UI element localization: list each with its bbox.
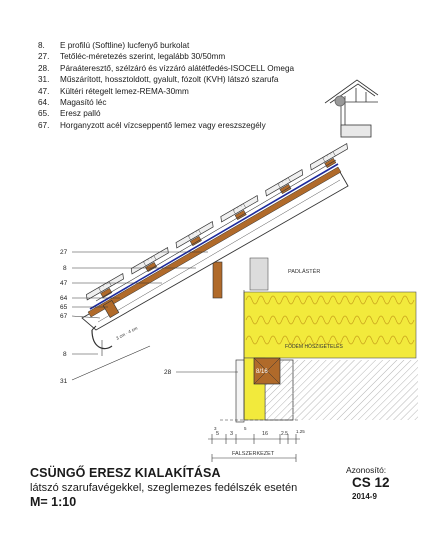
- callout-67: 67: [60, 313, 68, 320]
- legend-number: 47.: [38, 86, 50, 96]
- dim-1-25: 1.25: [296, 429, 305, 434]
- svg-text:3 cm · 4 cm: 3 cm · 4 cm: [115, 325, 139, 341]
- legend-text: Páraáteresztő, szélzáró és vízzáró alátétfedés-ISOCELL Omega: [60, 63, 295, 73]
- legend-number: 8.: [38, 41, 45, 50]
- label-padlaster: PADLÁSTÉR: [288, 269, 321, 275]
- id-label: Azonosító:: [346, 465, 387, 475]
- legend-text: Eresz palló: [60, 109, 101, 119]
- title: CSÜNGŐ ERESZ KIALAKÍTÁSA: [30, 466, 221, 480]
- legend-number: 27.: [38, 52, 50, 62]
- dim-top-3: 3: [214, 426, 217, 431]
- roof-tile: [309, 144, 353, 176]
- callout-8b: 8: [63, 351, 67, 358]
- locator-icon: [325, 80, 378, 137]
- id-code: CS 12: [352, 475, 390, 490]
- callout-65: 65: [60, 304, 68, 311]
- callout-31: 31: [60, 378, 68, 385]
- legend-text: E profilú (Softline) lucfenyő burkolat: [60, 41, 190, 50]
- dim-2-5: 2.5: [281, 431, 288, 437]
- subtitle: látszó szarufavégekkel, szeglemezes fedélszék esetén: [30, 482, 298, 494]
- callout-47: 47: [60, 280, 68, 287]
- label-fodem: FÖDÉM HŐSZIGETELÉS: [285, 344, 343, 350]
- dim-3: 3: [230, 431, 234, 437]
- legend-text: Horganyzott acél vízcseppentő lemez vagy ereszszegély: [60, 120, 266, 130]
- legend-text: Kültéri rétegelt lemez-REMA-30mm: [60, 86, 189, 96]
- dimension-line: [208, 434, 300, 462]
- legend-number: 31.: [38, 75, 50, 85]
- knee-wall-stud: [213, 262, 222, 298]
- dim-5: 5: [216, 431, 220, 437]
- wall-right: [288, 360, 418, 420]
- knee-wall-board: [250, 258, 268, 290]
- inner-wall: [236, 360, 244, 422]
- callout-64: 64: [60, 295, 68, 302]
- legend-text: Magasító léc: [60, 98, 107, 108]
- callout-27: 27: [60, 249, 68, 256]
- dim-16: 16: [262, 431, 269, 437]
- dim-top-5: 5: [244, 426, 247, 431]
- legend-number: 65.: [38, 109, 50, 119]
- label-post: 8/16: [256, 369, 268, 375]
- callout-28: 28: [164, 369, 172, 376]
- scale: M= 1:10: [30, 495, 77, 509]
- legend-text: Műszárított, hossztoldott, gyalult, fózolt (KVH) látszó szarufa: [60, 75, 279, 85]
- id-date: 2014-9: [352, 492, 377, 501]
- legend-number: 28.: [38, 63, 50, 73]
- callout-8a: 8: [63, 265, 67, 272]
- legend-text: Tetőléc-méretezés szerint, legalább 30/50mm: [60, 52, 226, 62]
- label-falszerkezet: FALSZERKEZET: [232, 451, 275, 457]
- gutter: [92, 326, 112, 356]
- legend-number: 64.: [38, 98, 50, 108]
- legend-number: 67.: [38, 120, 50, 130]
